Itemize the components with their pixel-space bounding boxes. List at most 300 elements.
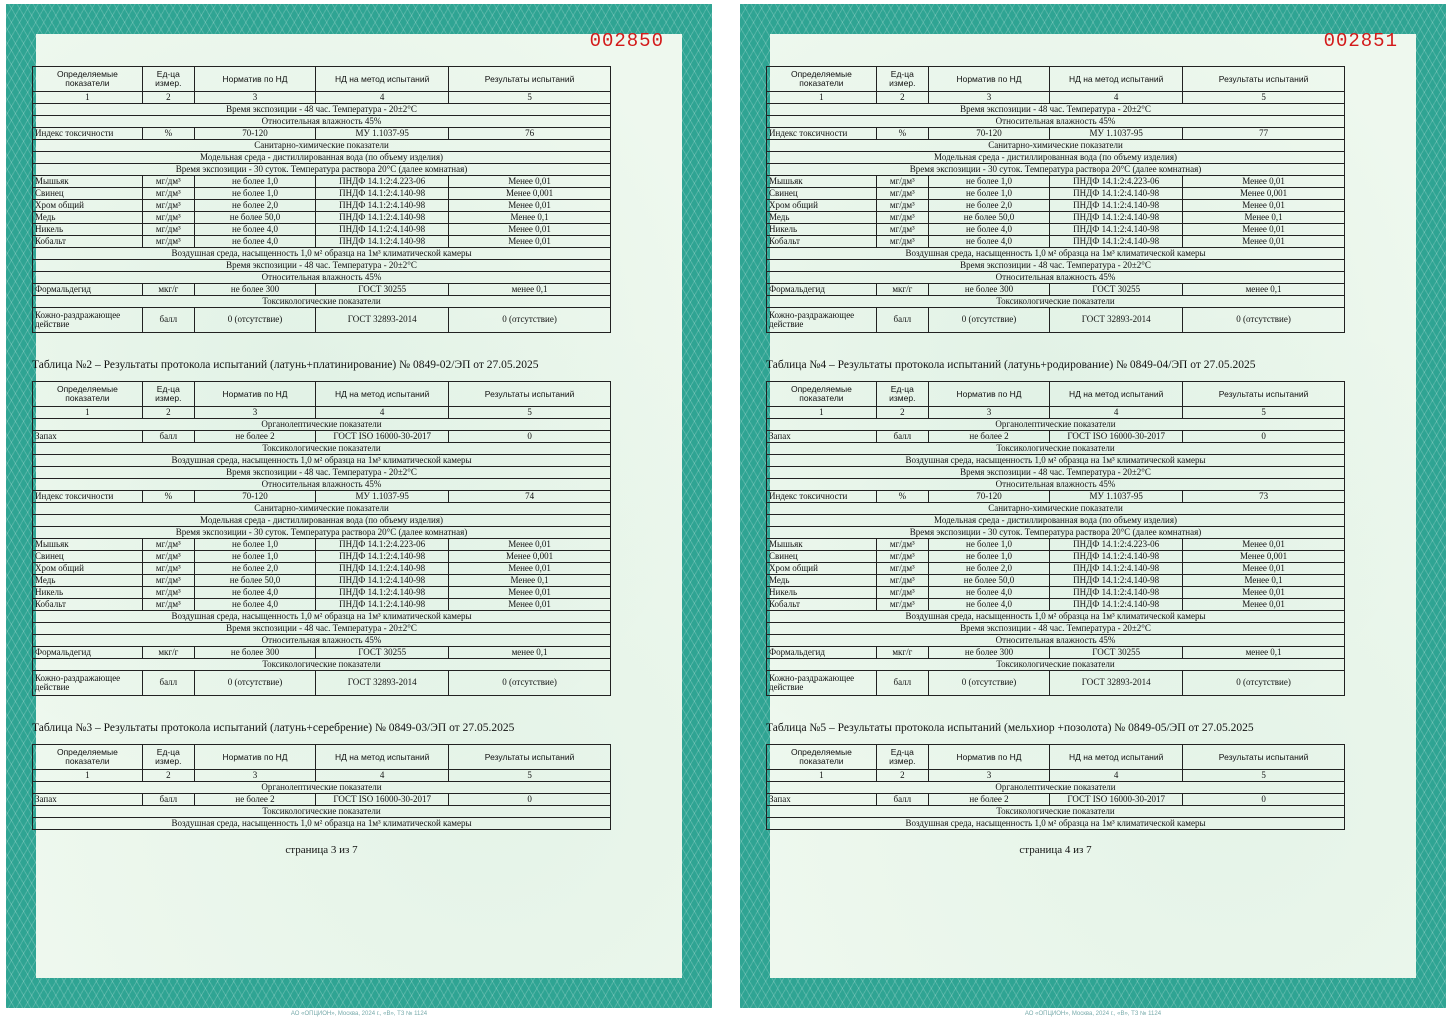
printer-footer: АО «ОПЦИОН», Москва, 2024 г., «В», ТЗ № 1124	[290, 1011, 428, 1017]
table-cell: не более 50,0	[928, 575, 1049, 587]
table-cell: %	[876, 128, 928, 140]
table-cell: Индекс токсичности	[33, 128, 143, 140]
table-cell: Свинец	[33, 188, 143, 200]
table-cell: мг/дм³	[142, 176, 194, 188]
table-cell: мг/дм³	[876, 176, 928, 188]
certificate-sheet-right	[740, 4, 1446, 1008]
section-row	[767, 782, 1345, 794]
table-cell: балл	[142, 431, 194, 443]
section-label: Модельная среда - дистиллированная вода (по объему изделия)	[767, 152, 1345, 164]
table-cell: Хром общий	[767, 563, 877, 575]
column-number: 3	[928, 92, 1049, 104]
table-cell: Менее 0,01	[1183, 176, 1345, 188]
table-row	[33, 308, 611, 333]
table-row	[767, 794, 1345, 806]
table-cell: ГОСТ 30255	[316, 647, 449, 659]
table-row	[33, 599, 611, 611]
table-cell: Менее 0,001	[1183, 551, 1345, 563]
column-number-row	[767, 770, 1345, 782]
table-cell: МУ 1.1037-95	[1050, 491, 1183, 503]
protocol-table	[766, 66, 1345, 333]
column-header: Результаты испытаний	[449, 382, 611, 407]
section-label: Токсикологические показатели	[33, 659, 611, 671]
table-cell: Менее 0,001	[1183, 188, 1345, 200]
table-cell: менее 0,1	[1183, 647, 1345, 659]
page-content	[766, 66, 1345, 856]
table-cell: ПНДФ 14.1:2:4.140-98	[1050, 212, 1183, 224]
table-cell: не более 1,0	[928, 188, 1049, 200]
table-cell: мг/дм³	[876, 599, 928, 611]
column-number: 2	[142, 407, 194, 419]
section-row	[767, 152, 1345, 164]
table-cell: 0 (отсутствие)	[194, 671, 315, 696]
table-cell: ПНДФ 14.1:2:4.223-06	[316, 539, 449, 551]
table-row	[767, 284, 1345, 296]
table-cell: не более 300	[928, 284, 1049, 296]
column-header: Результаты испытаний	[1183, 745, 1345, 770]
table-cell: Медь	[767, 212, 877, 224]
table-cell: Менее 0,01	[449, 587, 611, 599]
section-label: Органолептические показатели	[767, 782, 1345, 794]
section-label: Санитарно-химические показатели	[33, 503, 611, 515]
table-cell: Индекс токсичности	[767, 128, 877, 140]
section-row	[767, 140, 1345, 152]
section-label: Относительная влажность 45%	[33, 272, 611, 284]
table-row	[33, 188, 611, 200]
table-row	[33, 539, 611, 551]
protocol-table	[32, 381, 611, 696]
section-row	[33, 503, 611, 515]
column-header: Результаты испытаний	[449, 745, 611, 770]
table-caption: Таблица №2 – Результаты протокола испытаний (латунь+платинирование) № 0849-02/ЭП от 27.05.2025	[32, 359, 539, 371]
table-cell: не более 50,0	[194, 575, 315, 587]
section-label: Относительная влажность 45%	[767, 272, 1345, 284]
table-cell: Менее 0,01	[1183, 200, 1345, 212]
table-cell: мг/дм³	[876, 236, 928, 248]
table-cell: Запах	[33, 431, 143, 443]
table-cell: ГОСТ ISO 16000-30-2017	[316, 431, 449, 443]
table-cell: Менее 0,01	[449, 176, 611, 188]
table-row	[767, 200, 1345, 212]
section-row	[33, 272, 611, 284]
table-cell: не более 4,0	[928, 599, 1049, 611]
table-cell: не более 1,0	[194, 551, 315, 563]
table-cell: мкг/г	[876, 284, 928, 296]
section-row	[767, 503, 1345, 515]
column-header: НД на метод испытаний	[316, 382, 449, 407]
table-cell: Никель	[33, 224, 143, 236]
section-row	[33, 611, 611, 623]
table-row	[33, 671, 611, 696]
table-cell: Медь	[33, 575, 143, 587]
section-row	[767, 479, 1345, 491]
table-cell: Медь	[767, 575, 877, 587]
section-row	[33, 104, 611, 116]
section-label: Относительная влажность 45%	[33, 116, 611, 128]
table-cell: ПНДФ 14.1:2:4.140-98	[1050, 587, 1183, 599]
table-row	[33, 431, 611, 443]
section-row	[33, 140, 611, 152]
table-row	[767, 671, 1345, 696]
table-cell: мг/дм³	[876, 575, 928, 587]
column-number-row	[33, 407, 611, 419]
table-cell: Кожно-раздражающее действие	[767, 671, 877, 696]
table-cell: не более 4,0	[928, 587, 1049, 599]
table-cell: Менее 0,1	[1183, 212, 1345, 224]
section-label: Токсикологические показатели	[767, 443, 1345, 455]
table-cell: 70-120	[194, 128, 315, 140]
section-label: Воздушная среда, насыщенность 1,0 м² образца на 1м³ климатической камеры	[33, 248, 611, 260]
column-header: Определяемые показатели	[33, 745, 143, 770]
table-cell: Никель	[767, 224, 877, 236]
table-cell: мг/дм³	[142, 200, 194, 212]
section-label: Токсикологические показатели	[767, 659, 1345, 671]
table-cell: мг/дм³	[142, 539, 194, 551]
table-cell: мг/дм³	[142, 236, 194, 248]
section-label: Токсикологические показатели	[33, 443, 611, 455]
table-cell: 0 (отсутствие)	[449, 671, 611, 696]
column-number: 4	[1050, 407, 1183, 419]
table-cell: Никель	[767, 587, 877, 599]
table-cell: Кожно-раздражающее действие	[33, 308, 143, 333]
column-number: 4	[316, 770, 449, 782]
section-row	[767, 248, 1345, 260]
table-row	[33, 284, 611, 296]
table-cell: ПНДФ 14.1:2:4.140-98	[316, 200, 449, 212]
table-cell: не более 1,0	[928, 551, 1049, 563]
section-row	[767, 104, 1345, 116]
table-row	[767, 491, 1345, 503]
table-cell: ГОСТ 30255	[1050, 647, 1183, 659]
table-cell: МУ 1.1037-95	[316, 128, 449, 140]
section-label: Модельная среда - дистиллированная вода (по объему изделия)	[33, 152, 611, 164]
column-number: 3	[928, 770, 1049, 782]
certificate-sheet-left	[6, 4, 712, 1008]
table-cell: мг/дм³	[142, 212, 194, 224]
table-cell: Менее 0,01	[1183, 236, 1345, 248]
column-header: Определяемые показатели	[33, 382, 143, 407]
column-number: 2	[876, 407, 928, 419]
column-number-row	[767, 92, 1345, 104]
table-row	[767, 176, 1345, 188]
section-label: Относительная влажность 45%	[767, 635, 1345, 647]
column-header: Ед-ца измер.	[142, 382, 194, 407]
table-cell: Менее 0,01	[449, 224, 611, 236]
table-cell: ПНДФ 14.1:2:4.140-98	[1050, 563, 1183, 575]
column-number: 4	[316, 407, 449, 419]
table-cell: ПНДФ 14.1:2:4.140-98	[316, 188, 449, 200]
protocol-table	[766, 744, 1345, 830]
table-cell: ГОСТ 30255	[316, 284, 449, 296]
section-label: Время экспозиции - 30 суток. Температура раствора 20°С (далее комнатная)	[33, 527, 611, 539]
table-cell: ГОСТ 32893-2014	[1050, 671, 1183, 696]
table-cell: Кожно-раздражающее действие	[767, 308, 877, 333]
column-header: Определяемые показатели	[767, 745, 877, 770]
table-cell: мг/дм³	[876, 539, 928, 551]
table-row	[33, 575, 611, 587]
column-header: Норматив по НД	[194, 745, 315, 770]
column-header: Норматив по НД	[194, 67, 315, 92]
section-row	[33, 152, 611, 164]
section-row	[33, 455, 611, 467]
table-cell: мг/дм³	[876, 224, 928, 236]
column-header: Ед-ца измер.	[142, 745, 194, 770]
table-cell: балл	[876, 671, 928, 696]
table-cell: не более 4,0	[928, 236, 1049, 248]
table-row	[767, 128, 1345, 140]
section-row	[767, 116, 1345, 128]
table-cell: 0 (отсутствие)	[1183, 308, 1345, 333]
column-number-row	[33, 92, 611, 104]
table-cell: не более 2	[194, 431, 315, 443]
table-cell: мг/дм³	[876, 188, 928, 200]
column-header: Норматив по НД	[194, 382, 315, 407]
table-cell: не более 2,0	[928, 200, 1049, 212]
table-cell: Формальдегид	[33, 284, 143, 296]
table-cell: Мышьяк	[767, 539, 877, 551]
table-cell: 70-120	[928, 128, 1049, 140]
table-cell: не более 2,0	[194, 563, 315, 575]
column-number: 3	[928, 407, 1049, 419]
table-cell: ПНДФ 14.1:2:4.140-98	[316, 587, 449, 599]
section-row	[767, 260, 1345, 272]
table-cell: 0 (отсутствие)	[1183, 671, 1345, 696]
table-cell: мкг/г	[876, 647, 928, 659]
table-cell: мг/дм³	[876, 551, 928, 563]
section-label: Органолептические показатели	[33, 419, 611, 431]
section-row	[767, 455, 1345, 467]
section-label: Токсикологические показатели	[33, 296, 611, 308]
section-label: Токсикологические показатели	[33, 806, 611, 818]
table-cell: не более 1,0	[928, 539, 1049, 551]
table-cell: Запах	[33, 794, 143, 806]
section-row	[767, 272, 1345, 284]
column-number: 3	[194, 407, 315, 419]
table-cell: 0 (отсутствие)	[928, 671, 1049, 696]
column-number: 3	[194, 770, 315, 782]
table-cell: 0	[1183, 431, 1345, 443]
table-cell: мг/дм³	[876, 200, 928, 212]
header-row	[767, 745, 1345, 770]
table-cell: ПНДФ 14.1:2:4.223-06	[316, 176, 449, 188]
column-header: Норматив по НД	[928, 382, 1049, 407]
section-label: Санитарно-химические показатели	[767, 503, 1345, 515]
table-cell: мкг/г	[142, 647, 194, 659]
page-number: страница 3 из 7	[285, 844, 358, 856]
table-cell: Свинец	[33, 551, 143, 563]
section-row	[767, 635, 1345, 647]
section-label: Органолептические показатели	[767, 419, 1345, 431]
table-cell: не более 4,0	[194, 587, 315, 599]
column-number: 1	[767, 407, 877, 419]
table-cell: Менее 0,01	[1183, 224, 1345, 236]
section-label: Воздушная среда, насыщенность 1,0 м² образца на 1м³ климатической камеры	[767, 818, 1345, 830]
column-header: Ед-ца измер.	[142, 67, 194, 92]
table-cell: мг/дм³	[142, 551, 194, 563]
column-header: Результаты испытаний	[1183, 67, 1345, 92]
column-number: 5	[449, 407, 611, 419]
section-row	[767, 623, 1345, 635]
table-cell: ПНДФ 14.1:2:4.140-98	[1050, 200, 1183, 212]
section-label: Воздушная среда, насыщенность 1,0 м² образца на 1м³ климатической камеры	[767, 611, 1345, 623]
section-row	[767, 443, 1345, 455]
table-cell: ПНДФ 14.1:2:4.140-98	[1050, 599, 1183, 611]
table-cell: не более 2	[928, 431, 1049, 443]
section-label: Токсикологические показатели	[767, 296, 1345, 308]
table-cell: Менее 0,1	[1183, 575, 1345, 587]
table-row	[767, 647, 1345, 659]
section-row	[33, 260, 611, 272]
column-header: НД на метод испытаний	[316, 745, 449, 770]
table-cell: ПНДФ 14.1:2:4.140-98	[316, 575, 449, 587]
table-cell: не более 50,0	[194, 212, 315, 224]
column-number: 5	[1183, 770, 1345, 782]
page-content	[32, 66, 611, 856]
table-cell: %	[142, 491, 194, 503]
table-cell: ГОСТ ISO 16000-30-2017	[1050, 794, 1183, 806]
table-row	[767, 212, 1345, 224]
section-row	[767, 164, 1345, 176]
column-number: 5	[1183, 92, 1345, 104]
table-cell: не более 1,0	[194, 188, 315, 200]
table-cell: Никель	[33, 587, 143, 599]
table-row	[767, 587, 1345, 599]
section-row	[767, 806, 1345, 818]
table-cell: не более 300	[194, 647, 315, 659]
column-number: 1	[767, 92, 877, 104]
table-cell: ПНДФ 14.1:2:4.140-98	[316, 563, 449, 575]
table-cell: 0	[449, 794, 611, 806]
section-label: Время экспозиции - 48 час. Температура - 20±2°С	[767, 104, 1345, 116]
table-cell: мг/дм³	[142, 563, 194, 575]
table-cell: не более 2	[928, 794, 1049, 806]
column-number: 5	[1183, 407, 1345, 419]
table-row	[767, 224, 1345, 236]
column-number: 4	[316, 92, 449, 104]
table-cell: 0	[449, 431, 611, 443]
table-cell: 0 (отсутствие)	[194, 308, 315, 333]
column-header: НД на метод испытаний	[1050, 67, 1183, 92]
column-number: 2	[142, 92, 194, 104]
column-number: 5	[449, 770, 611, 782]
serial-number: 002851	[1323, 30, 1398, 52]
table-cell: ГОСТ 32893-2014	[316, 671, 449, 696]
column-number-row	[767, 407, 1345, 419]
table-row	[767, 551, 1345, 563]
table-cell: Мышьяк	[33, 176, 143, 188]
section-label: Воздушная среда, насыщенность 1,0 м² образца на 1м³ климатической камеры	[33, 611, 611, 623]
table-cell: не более 1,0	[928, 176, 1049, 188]
table-caption: Таблица №3 – Результаты протокола испытаний (латунь+серебрение) № 0849-03/ЭП от 27.05.2025	[32, 722, 515, 734]
section-label: Время экспозиции - 30 суток. Температура раствора 20°С (далее комнатная)	[767, 527, 1345, 539]
table-row	[33, 224, 611, 236]
protocol-table	[32, 744, 611, 830]
table-cell: ПНДФ 14.1:2:4.140-98	[1050, 236, 1183, 248]
section-label: Время экспозиции - 48 час. Температура - 20±2°С	[767, 260, 1345, 272]
section-row	[33, 116, 611, 128]
table-cell: Менее 0,1	[449, 575, 611, 587]
printer-footer: АО «ОПЦИОН», Москва, 2024 г., «В», ТЗ № 1124	[1024, 1011, 1162, 1017]
section-row	[767, 818, 1345, 830]
table-cell: %	[876, 491, 928, 503]
serial-number: 002850	[589, 30, 664, 52]
section-row	[767, 467, 1345, 479]
protocol-table	[32, 66, 611, 333]
section-row	[767, 515, 1345, 527]
header-row	[33, 382, 611, 407]
table-row	[33, 647, 611, 659]
table-cell: Кожно-раздражающее действие	[33, 671, 143, 696]
table-row	[767, 599, 1345, 611]
table-cell: ГОСТ 30255	[1050, 284, 1183, 296]
table-caption: Таблица №5 – Результаты протокола испытаний (мельхиор +позолота) № 0849-05/ЭП от 27.05.2025	[766, 722, 1254, 734]
column-header: Результаты испытаний	[1183, 382, 1345, 407]
table-cell: Кобальт	[33, 599, 143, 611]
section-row	[33, 623, 611, 635]
column-header: Норматив по НД	[928, 745, 1049, 770]
table-cell: не более 50,0	[928, 212, 1049, 224]
table-cell: ГОСТ 32893-2014	[1050, 308, 1183, 333]
column-header: Норматив по НД	[928, 67, 1049, 92]
table-cell: балл	[142, 308, 194, 333]
table-cell: Менее 0,01	[449, 599, 611, 611]
table-cell: Формальдегид	[767, 647, 877, 659]
header-row	[767, 67, 1345, 92]
section-row	[33, 806, 611, 818]
table-cell: мг/дм³	[876, 587, 928, 599]
section-row	[33, 635, 611, 647]
table-cell: балл	[142, 794, 194, 806]
table-cell: 0 (отсутствие)	[449, 308, 611, 333]
table-row	[33, 176, 611, 188]
page-number: страница 4 из 7	[1019, 844, 1092, 856]
table-cell: не более 4,0	[194, 599, 315, 611]
table-cell: ГОСТ ISO 16000-30-2017	[316, 794, 449, 806]
table-cell: Формальдегид	[767, 284, 877, 296]
column-number: 4	[1050, 770, 1183, 782]
table-cell: Индекс токсичности	[767, 491, 877, 503]
section-label: Время экспозиции - 48 час. Температура - 20±2°С	[33, 623, 611, 635]
section-row	[33, 818, 611, 830]
table-cell: Хром общий	[33, 200, 143, 212]
section-label: Воздушная среда, насыщенность 1,0 м² образца на 1м³ климатической камеры	[767, 248, 1345, 260]
column-number: 2	[876, 770, 928, 782]
table-cell: ГОСТ 32893-2014	[316, 308, 449, 333]
table-cell: Менее 0,01	[449, 563, 611, 575]
table-row	[33, 212, 611, 224]
table-row	[33, 128, 611, 140]
table-cell: Менее 0,1	[449, 212, 611, 224]
table-cell: 73	[1183, 491, 1345, 503]
table-cell: балл	[876, 431, 928, 443]
table-cell: балл	[876, 308, 928, 333]
section-label: Токсикологические показатели	[767, 806, 1345, 818]
section-label: Время экспозиции - 48 час. Температура - 20±2°С	[767, 623, 1345, 635]
table-row	[767, 575, 1345, 587]
section-row	[33, 296, 611, 308]
table-cell: ПНДФ 14.1:2:4.140-98	[1050, 224, 1183, 236]
column-header: НД на метод испытаний	[316, 67, 449, 92]
table-cell: Менее 0,01	[1183, 587, 1345, 599]
section-label: Время экспозиции - 48 час. Температура - 20±2°С	[767, 467, 1345, 479]
table-cell: Кобальт	[767, 236, 877, 248]
column-number: 1	[33, 92, 143, 104]
protocol-table	[766, 381, 1345, 696]
section-row	[33, 659, 611, 671]
column-number: 2	[142, 770, 194, 782]
column-header: Ед-ца измер.	[876, 745, 928, 770]
column-header: НД на метод испытаний	[1050, 382, 1183, 407]
